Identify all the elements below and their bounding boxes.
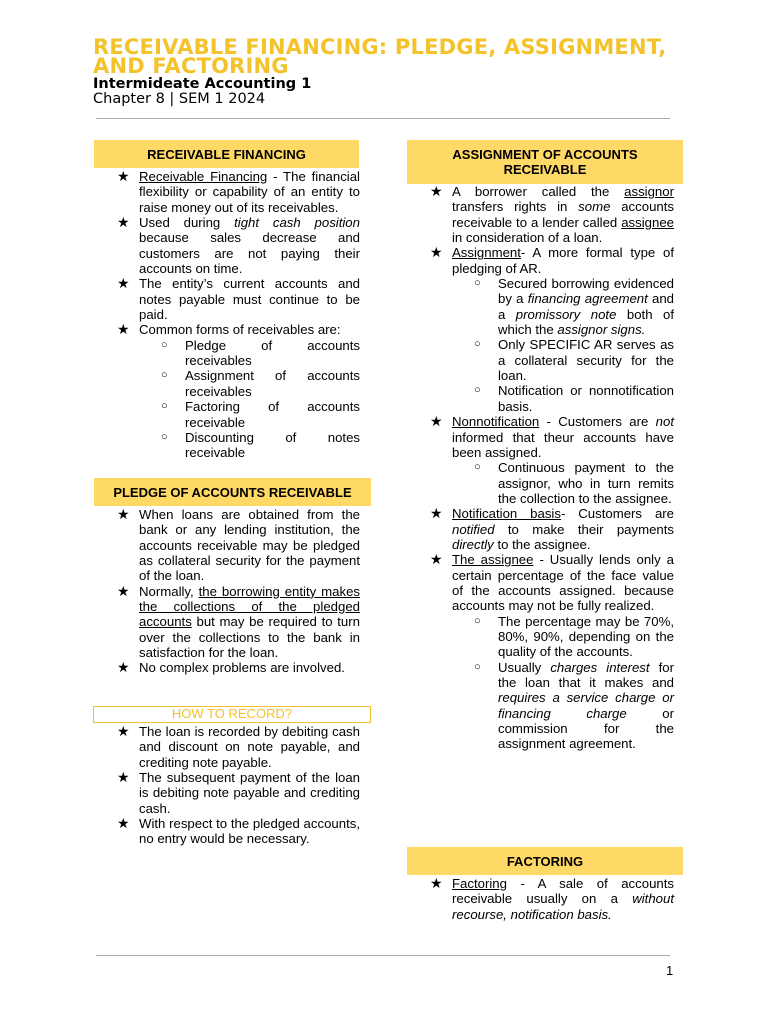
sub-list-item: ○ Assignment of accounts receivables: [139, 368, 360, 399]
section-heading-how-to-record: HOW TO RECORD?: [93, 706, 371, 723]
receivable-forms-list: [139, 338, 360, 461]
receivable-financing-list: [117, 169, 360, 461]
header-divider: [96, 118, 670, 119]
assignment-list: [430, 184, 674, 752]
sub-list-item: ○ Discounting of notes receivable: [139, 430, 360, 461]
record-list: [117, 724, 360, 847]
list-item: ★ The entity’s current accounts and notes payable must continue to be paid.: [117, 276, 360, 322]
list-item: ★ The assignee - Usually lends only a certain percentage of the face value of the accounts assigned. because accounts may not be fully realized. ○ The percentage may be 70%, 80%, 90%, depending on the quality of the accounts. ○ Usually charges interest for the loan that it makes and requires a service charge or financing charge or commission for the assignment agreement.: [430, 552, 674, 751]
sub-list-item: ○ Pledge of accounts receivables: [139, 338, 360, 369]
sub-list-item: ○ Only SPECIFIC AR serves as a collateral security for the loan.: [452, 337, 674, 383]
list-item: ★ Factoring - A sale of accounts receivable usually on a without recourse, notification basis.: [430, 876, 674, 922]
assignment-sub-list: [452, 276, 674, 414]
list-item: ★ Common forms of receivables are: ○ Pledge of accounts receivables ○ Assignment of accounts receivables ○ Factoring of accounts receivable ○ Discounting of notes receivable: [117, 322, 360, 460]
list-item: ★ Notification basis- Customers are notified to make their payments directly to the assignee.: [430, 506, 674, 552]
list-item: ★ No complex problems are involved.: [117, 660, 360, 675]
section-heading-factoring: FACTORING: [407, 847, 683, 875]
list-item: ★ The subsequent payment of the loan is debiting note payable and crediting cash.: [117, 770, 360, 816]
list-item: ★ A borrower called the assignor transfers rights in some accounts receivable to a lender called assignee in consideration of a loan.: [430, 184, 674, 245]
list-item: ★ Used during tight cash position because sales decrease and customers are not paying their accounts on time.: [117, 215, 360, 276]
list-item: ★ Receivable Financing - The financial flexibility or capability of an entity to raise money out of its receivables.: [117, 169, 360, 215]
nonnotification-sub-list: [452, 460, 674, 506]
factoring-list: [430, 876, 674, 922]
list-item: ★ Nonnotification - Customers are not informed that theur accounts have been assigned. ○ Continuous payment to the assignor, who in turn remits the collection to the assignee.: [430, 414, 674, 506]
course-subtitle: Intermideate Accounting 1: [93, 76, 312, 92]
section-heading-pledge: PLEDGE OF ACCOUNTS RECEIVABLE: [94, 478, 371, 506]
page-number: 1: [666, 963, 674, 978]
list-item: ★ Assignment- A more formal type of pledging of AR. ○ Secured borrowing evidenced by a financing agreement and a promissory note both of which the assignor signs. ○ Only SPECIFIC AR serves as a collateral security for the loan. ○ Notification or nonnotification basis.: [430, 245, 674, 414]
section-heading-receivable-financing: RECEIVABLE FINANCING: [94, 140, 359, 168]
document-title: RECEIVABLE FINANCING: PLEDGE, ASSIGNMENT, AND FACTORING: [93, 35, 667, 78]
sub-list-item: ○ Usually charges interest for the loan that it makes and requires a service charge or financing charge or commission for the assignment agreement.: [452, 660, 674, 752]
sub-list-item: ○ Factoring of accounts receivable: [139, 399, 360, 430]
section-heading-assignment: ASSIGNMENT OF ACCOUNTS RECEIVABLE: [407, 140, 683, 184]
list-item: ★ With respect to the pledged accounts, no entry would be necessary.: [117, 816, 360, 847]
sub-list-item: ○ The percentage may be 70%, 80%, 90%, depending on the quality of the accounts.: [452, 614, 674, 660]
footer-divider: [96, 955, 670, 956]
list-item: ★ The loan is recorded by debiting cash and discount on note payable, and crediting note payable.: [117, 724, 360, 770]
sub-list-item: ○ Continuous payment to the assignor, who in turn remits the collection to the assignee.: [452, 460, 674, 506]
list-item: ★ Normally, the borrowing entity makes the collections of the pledged accounts but may be required to turn over the collections to the bank in satisfaction for the loan.: [117, 584, 360, 661]
list-item: ★ When loans are obtained from the bank or any lending institution, the accounts receivable may be pledged as collateral security for the payment of the loan.: [117, 507, 360, 584]
sub-list-item: ○ Notification or nonnotification basis.: [452, 383, 674, 414]
chapter-line: Chapter 8 | SEM 1 2024: [93, 91, 266, 107]
sub-list-item: ○ Secured borrowing evidenced by a financing agreement and a promissory note both of which the assignor signs.: [452, 276, 674, 337]
pledge-list: [117, 507, 360, 676]
assignee-sub-list: [452, 614, 674, 752]
